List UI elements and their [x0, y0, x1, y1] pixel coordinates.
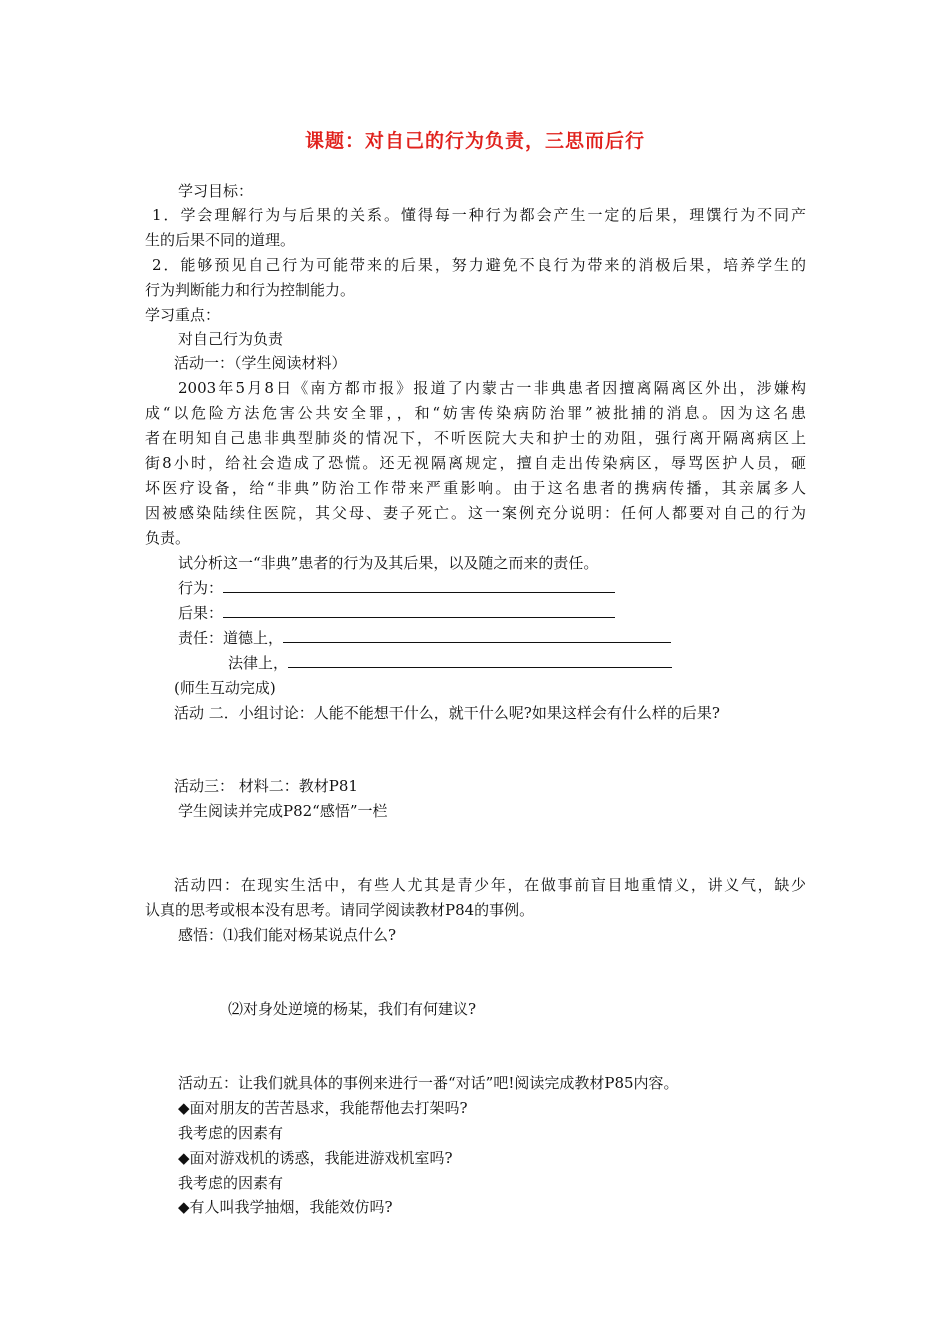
focus-text: 对自己行为负责	[178, 330, 284, 348]
focus-heading: 学习重点：	[145, 306, 221, 324]
moral-responsibility-blank[interactable]	[283, 628, 671, 643]
activity-1-para-line-3: 者在明知自己患非典型肺炎的情况下，不听医院大夫和护士的劝阻，强行离开隔离病区上	[145, 429, 806, 447]
moral-responsibility-label: 责任：道德上，	[178, 629, 284, 647]
consequence-row	[178, 603, 615, 623]
activity-1-task: 试分析这一“非典”患者的行为及其后果，以及随之而来的责任。	[178, 554, 599, 572]
behavior-row	[178, 578, 615, 598]
page-title: 课题：对自己的行为负责，三思而后行	[304, 130, 645, 152]
activity-1-para-line-5: 坏医疗设备，给“非典”防治工作带来严重影响。由于这名患者的携病传播，其亲属多人	[145, 479, 806, 497]
activity-2-text: 活动 二．小组讨论：人能不能想干什么，就干什么呢?如果这样会有什么样的后果?	[174, 704, 720, 722]
activity-4-line-2: 认真的思考或根本没有思考。请同学阅读教材P84的事例。	[145, 901, 535, 919]
legal-responsibility-blank[interactable]	[288, 653, 672, 668]
activity-1-para-line-6: 因被感染陆续住医院，其父母、妻子死亡。这一案例充分说明：任何人都要对自己的行为	[145, 504, 806, 522]
activity-5-heading: 活动五：让我们就具体的事例来进行一番“对话”吧!阅读完成教材P85内容。	[178, 1074, 679, 1092]
activity-5-factors-1: 我考虑的因素有	[178, 1124, 284, 1142]
legal-responsibility-label: 法律上，	[228, 654, 289, 672]
activity-5-bullet-1: ◆面对朋友的苦苦恳求，我能帮他去打架吗?	[178, 1099, 468, 1117]
activity-1-heading: 活动一：（学生阅读材料）	[174, 354, 347, 372]
goal-1-line-1: 1．学会理解行为与后果的关系。懂得每一种行为都会产生一定的后果，理馔行为不同产	[152, 206, 806, 224]
legal-responsibility-row	[228, 653, 672, 673]
activity-5-bullet-2: ◆面对游戏机的诱惑，我能进游戏机室吗?	[178, 1149, 453, 1167]
interaction-note: (师生互动完成)	[174, 679, 276, 697]
activity-1-para-line-7: 负责。	[145, 529, 191, 547]
moral-responsibility-row	[178, 628, 671, 648]
activity-3-text: 学生阅读并完成P82“感悟”一栏	[178, 802, 388, 820]
goal-2-line-2: 行为判断能力和行为控制能力。	[145, 281, 356, 299]
activity-4-line-1: 活动四：在现实生活中，有些人尤其是青少年，在做事前盲目地重情义，讲义气，缺少	[174, 876, 806, 894]
activity-1-para-line-2: 成“以危险方法危害公共安全罪，，和“妨害传染病防治罪”被批捕的消息。因为这名患	[145, 404, 806, 422]
activity-1-para-line-4: 街8小时，给社会造成了恐慌。还无视隔离规定，擅自走出传染病区，辱骂医护人员，砸	[145, 454, 806, 472]
activity-5-factors-2: 我考虑的因素有	[178, 1174, 284, 1192]
activity-4-question-2: ⑵对身处逆境的杨某，我们有何建议?	[228, 1000, 477, 1018]
activity-3-heading: 活动三： 材料二：教材P81	[174, 777, 358, 795]
consequence-blank[interactable]	[223, 603, 615, 618]
consequence-label: 后果：	[178, 604, 224, 622]
goals-heading: 学习目标：	[178, 182, 254, 200]
activity-4-question-1: 感悟：⑴我们能对杨某说点什么?	[178, 926, 397, 944]
activity-5-bullet-3: ◆有人叫我学抽烟，我能效仿吗?	[178, 1198, 393, 1216]
behavior-label: 行为：	[178, 579, 224, 597]
goal-1-line-2: 生的后果不同的道理。	[145, 231, 296, 249]
behavior-blank[interactable]	[223, 578, 615, 593]
activity-1-para-line-1: 2003年5月8日《南方都市报》报道了内蒙古一非典患者因擅离隔离区外出，涉嫌构	[178, 379, 806, 397]
goal-2-line-1: 2．能够预见自己行为可能带来的后果，努力避免不良行为带来的消极后果，培养学生的	[152, 256, 806, 274]
